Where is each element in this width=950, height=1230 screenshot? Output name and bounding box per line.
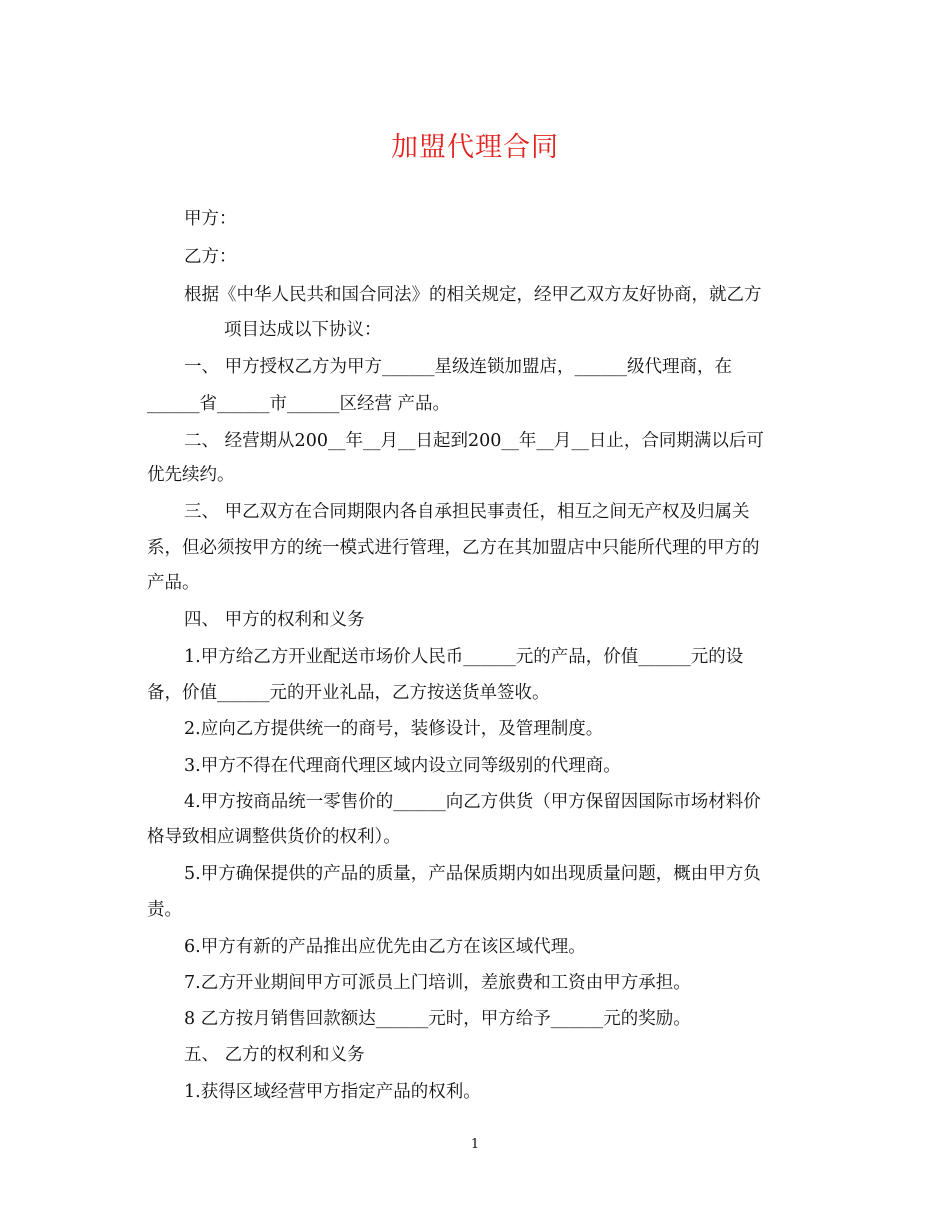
item-4-2: 2.应向乙方提供统一的商号，装修设计，及管理制度。 <box>184 719 604 739</box>
document-title: 加盟代理合同 <box>391 132 559 163</box>
clause-2-line-1: 二、 经营期从200__年__月__日起到200__年__月__日止，合同期满以后可 <box>184 431 764 451</box>
section-5-heading: 五、 乙方的权利和义务 <box>184 1045 365 1065</box>
item-4-1-line-1: 1.甲方给乙方开业配送市场价人民币______元的产品，价值______元的设 <box>184 647 744 667</box>
clause-3-line-1: 三、 甲乙双方在合同期限内各自承担民事责任，相互之间无产权及归属关 <box>184 502 750 522</box>
section-4-heading: 四、 甲方的权利和义务 <box>184 610 365 630</box>
clause-2-line-2: 优先续约。 <box>147 465 235 485</box>
item-4-3: 3.甲方不得在代理商代理区域内设立同等级别的代理商。 <box>184 756 621 776</box>
party-a-label: 甲方： <box>184 209 237 229</box>
item-4-5-line-1: 5.甲方确保提供的产品的质量，产品保质期内如出现质量问题，概由甲方负 <box>184 864 761 884</box>
item-4-6: 6.甲方有新的产品推出应优先由乙方在该区域代理。 <box>184 937 586 957</box>
item-4-5-line-2: 责。 <box>147 900 182 920</box>
clause-3-line-2: 系，但必须按甲方的统一模式进行管理，乙方在其加盟店中只能所代理的甲方的 <box>147 538 760 558</box>
item-4-8: 8 乙方按月销售回款额达______元时，甲方给予______元的奖励。 <box>184 1009 691 1029</box>
page-number: 1 <box>470 1137 480 1152</box>
clause-1-line-1: 一、 甲方授权乙方为甲方______星级连锁加盟店，______级代理商，在 <box>184 357 733 377</box>
item-4-7: 7.乙方开业期间甲方可派员上门培训，差旅费和工资由甲方承担。 <box>184 973 691 993</box>
item-4-4-line-2: 格导致相应调整供货价的权利）。 <box>147 827 401 847</box>
clause-1-line-2: ______省______市______区经营 产品。 <box>147 394 451 414</box>
preamble-line-2: 项目达成以下协议： <box>224 320 382 340</box>
preamble-line-1: 根据《中华人民共和国合同法》的相关规定，经甲乙双方友好协商，就乙方 <box>184 285 762 305</box>
item-5-1: 1.获得区域经营甲方指定产品的权利。 <box>184 1082 481 1102</box>
item-4-1-line-2: 备，价值______元的开业礼品，乙方按送货单签收。 <box>147 683 550 703</box>
clause-3-line-3: 产品。 <box>147 573 200 593</box>
item-4-4-line-1: 4.甲方按商品统一零售价的______向乙方供货（甲方保留因国际市场材料价 <box>184 792 761 812</box>
party-b-label: 乙方： <box>184 247 237 267</box>
